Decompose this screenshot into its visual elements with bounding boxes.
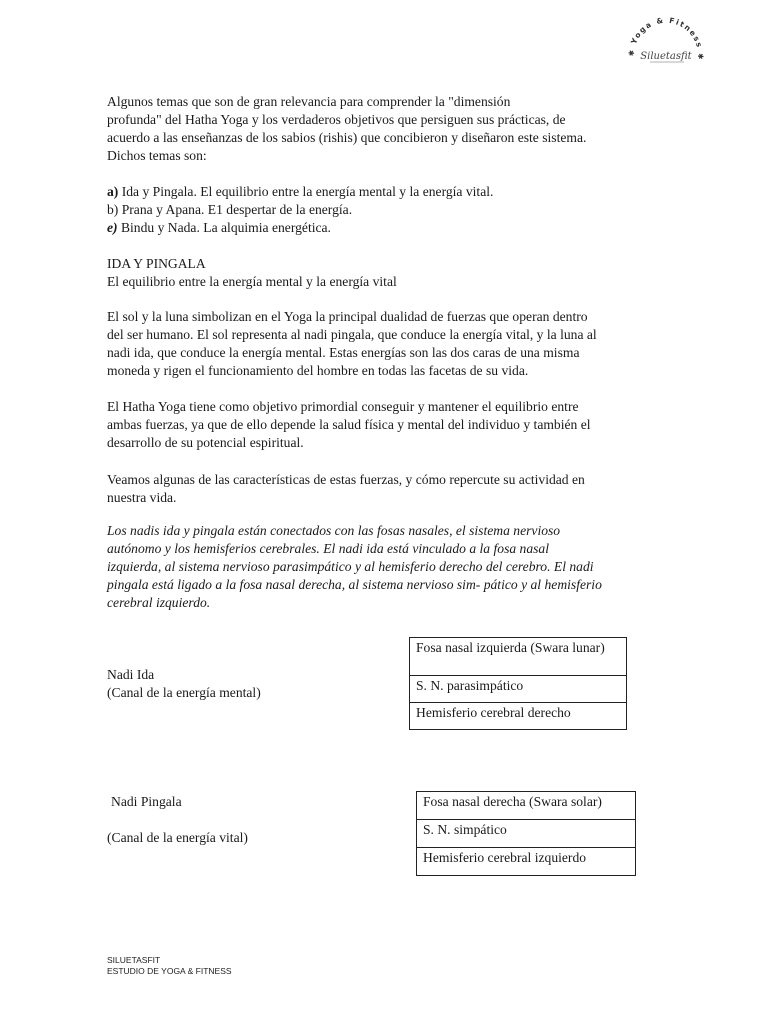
text-line: izquierda, al sistema nervioso parasimpático y al hemisferio derecho del cerebro. El nadi [107,559,594,574]
list-item-text: Ida y Pingala. El equilibrio entre la energía mental y la energía vital. [118,184,494,199]
brand-logo [614,6,718,98]
list-marker: e) [107,220,118,235]
text-line: cerebral izquierdo. [107,595,211,610]
nadi-ida-table [409,637,627,730]
table-cell: Fosa nasal derecha (Swara solar) [417,792,636,820]
text-line: del ser humano. El sol representa al nadi pingala, que conduce la energía vital, y la luna al [107,327,597,342]
paragraph-caracteristicas [107,471,667,507]
section-heading [107,255,667,291]
table-row [410,638,627,676]
intro-paragraph [107,93,667,165]
table-cell: Fosa nasal izquierda (Swara lunar) [410,638,627,676]
paragraph-nadis-italic [107,522,667,612]
nadi-pingala-table [416,791,636,876]
footer-brand: SILUETASFIT [107,955,161,965]
table-cell: S. N. parasimpático [410,676,627,703]
table-row [417,792,636,820]
text-line: moneda y rigen el funcionamiento del hombre en todas las facetas de su vida. [107,363,529,378]
footer-subtitle: ESTUDIO DE YOGA & FITNESS [107,966,232,976]
nadi-ida-name: Nadi Ida [107,667,155,682]
list-item [107,219,667,237]
section-title: IDA Y PINGALA [107,256,206,271]
text-line: Los nadis ida y pingala están conectados con las fosas nasales, el sistema nervioso [107,523,561,538]
table-row [417,820,636,848]
table-cell: Hemisferio cerebral izquierdo [417,848,636,876]
text-line: nuestra vida. [107,490,177,505]
intro-line: profunda" del Hatha Yoga y los verdaderos objetivos que persiguen sus prácticas, de [107,112,566,127]
intro-line: Algunos temas que son de gran relevancia para comprender la "dimensión [107,94,511,109]
table-row [410,676,627,703]
list-item [107,201,667,219]
list-marker: a) [107,184,119,199]
text-line: El sol y la luna simbolizan en el Yoga la principal dualidad de fuerzas que operan dentro [107,309,588,324]
table-cell: S. N. simpático [417,820,636,848]
table-row [417,848,636,876]
text-line: autónomo y los hemisferios cerebrales. El nadi ida está vinculado a la fosa nasal [107,541,550,556]
text-line: Veamos algunas de las características de estas fuerzas, y cómo repercute su actividad en [107,472,585,487]
list-item [107,183,667,201]
svg-text:Siluetasfit: Siluetasfit [640,51,692,62]
list-item-text: Bindu y Nada. La alquimia energética. [117,220,331,235]
list-item-text: b) Prana y Apana. E1 despertar de la energía. [107,202,353,217]
table-cell: Hemisferio cerebral derecho [410,703,627,730]
nadi-pingala-desc: (Canal de la energía vital) [107,830,248,845]
section-subtitle: El equilibrio entre la energía mental y la energía vital [107,274,397,289]
paragraph-sol-luna [107,308,667,380]
nadi-ida-label [107,666,261,702]
text-line: nadi ida, que conduce la energía mental. Estas energías son las dos caras de una misma [107,345,580,360]
page-footer [107,955,232,977]
text-line: desarrollo de su potencial espiritual. [107,435,304,450]
text-line: El Hatha Yoga tiene como objetivo primordial conseguir y mantener el equilibrio entre [107,399,579,414]
text-line: ambas fuerzas, ya que de ello depende la salud física y mental del individuo y también el [107,417,591,432]
text-line: pingala está ligado a la fosa nasal derecha, al sistema nervioso sim- pático y al hemisferio [107,577,602,592]
intro-line: acuerdo a las enseñanzas de los sabios (rishis) que concibieron y diseñaron este sistema. [107,130,587,145]
nadi-pingala-name: Nadi Pingala [111,794,182,809]
table-row [410,703,627,730]
nadi-pingala-label [107,793,248,847]
intro-line: Dichos temas son: [107,148,207,163]
nadi-ida-desc: (Canal de la energía mental) [107,685,261,700]
svg-text:✱ Yoga & Fitness ✱: ✱ Yoga & Fitness ✱ [626,15,706,62]
paragraph-hatha-yoga [107,398,667,452]
logo-seal-icon [614,6,718,98]
topic-list [107,183,667,237]
